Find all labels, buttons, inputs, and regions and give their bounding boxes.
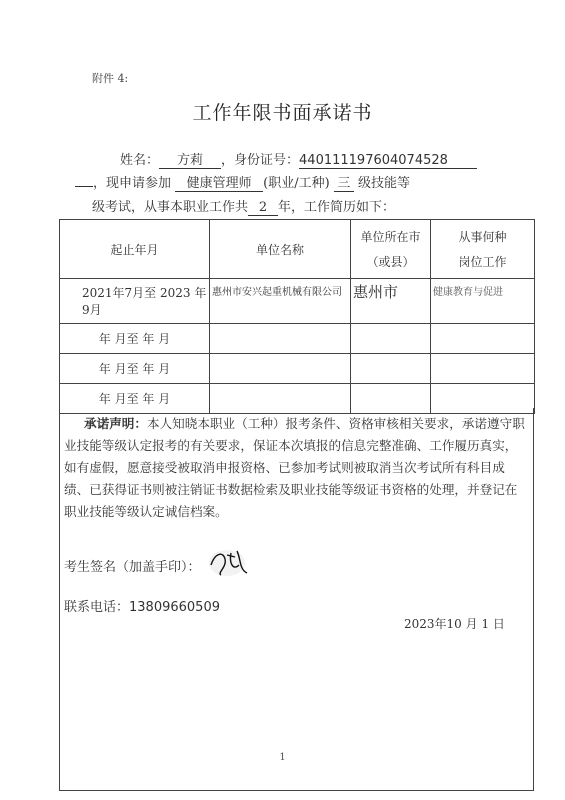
occupation-suffix: (职业/工种): [263, 176, 330, 191]
experience-line: [92, 196, 395, 216]
phone-line: [64, 596, 220, 615]
cell-empty: [431, 354, 535, 384]
cell-period: [60, 279, 210, 324]
period-line2: 9月: [82, 303, 102, 317]
signature-label: 考生签名（加盖手印）：: [64, 560, 201, 575]
table-header-row: [60, 220, 535, 279]
cell-empty: [431, 324, 535, 354]
occupation-field: [175, 172, 263, 192]
years-field: [248, 200, 278, 216]
document-title: 工作年限书面承诺书: [192, 102, 373, 124]
header-location-line2: （或县）: [366, 255, 415, 269]
experience-prefix: 级考试，从事本职业工作共: [92, 200, 249, 215]
level-field: [334, 172, 354, 192]
statement-text: [64, 413, 529, 523]
cell-employer: 惠州市安兴起重机械有限公司: [210, 279, 351, 324]
work-history-table: [59, 219, 535, 414]
signature-icon: [205, 545, 253, 581]
date: 2023年10 月 1 日: [404, 617, 505, 631]
statement-body: 本人知晓本职业（工种）报考条件、资格审核相关要求，承诺遵守职业技能等级认定报考的有关要求，保证本次填报的信息完整准确、工作履历真实，如有虚假，愿意接受被取消申报资格、已参加考试则被取消当次考试所有科目成绩、已获得证书则被注销证书数据检索及职业技能等级证书资格的处理，并登记在职业技能等级认定诚信档案。: [64, 416, 525, 519]
page-number: 1: [279, 752, 286, 763]
phone-value: 13809660509: [129, 600, 220, 615]
id-label: ，身份证号：: [221, 153, 300, 168]
table-row: [60, 279, 535, 324]
level-value: 三: [337, 176, 351, 191]
cell-location: 惠州市: [351, 279, 431, 324]
header-location-line1: 单位所在市: [360, 230, 421, 244]
statement-label: 承诺声明：: [84, 416, 147, 431]
header-position-line1: 从事何种: [458, 230, 507, 244]
years-value: 2: [258, 200, 268, 215]
cell-empty: [351, 324, 431, 354]
name-value: 方莉: [177, 153, 204, 168]
table-row: [60, 354, 535, 384]
cell-position: 健康教育与促进: [431, 279, 535, 324]
period-line1: 2021年7月至 2023 年: [82, 286, 207, 300]
cell-period-empty: 年 月至 年 月: [60, 324, 210, 354]
name-id-line: [120, 149, 477, 169]
header-position-line2: 岗位工作: [458, 255, 507, 269]
cell-empty: [210, 324, 351, 354]
application-line: [75, 172, 410, 192]
name-field: [159, 149, 221, 169]
cell-period-empty: 年 月至 年 月: [60, 384, 210, 414]
phone-label: 联系电话：: [64, 600, 130, 615]
attachment-label: 附件 4:: [92, 72, 129, 85]
header-position: [431, 220, 535, 279]
blank-field: [75, 186, 93, 187]
header-period: 起止年月: [60, 220, 210, 279]
name-label: 姓名：: [120, 153, 160, 168]
level-suffix: 级技能等: [357, 176, 410, 191]
apply-prefix: ，现申请参加: [93, 176, 172, 191]
id-value: 440111197604074528: [299, 153, 448, 168]
id-field: [299, 153, 477, 169]
experience-suffix: 年，工作简历如下：: [278, 200, 396, 215]
cell-empty: [351, 354, 431, 384]
occupation-value: 健康管理师: [186, 176, 252, 191]
header-employer: 单位名称: [210, 220, 351, 279]
table-row: [60, 324, 535, 354]
header-location: [351, 220, 431, 279]
cell-period-empty: 年 月至 年 月: [60, 354, 210, 384]
cell-empty: [210, 354, 351, 384]
